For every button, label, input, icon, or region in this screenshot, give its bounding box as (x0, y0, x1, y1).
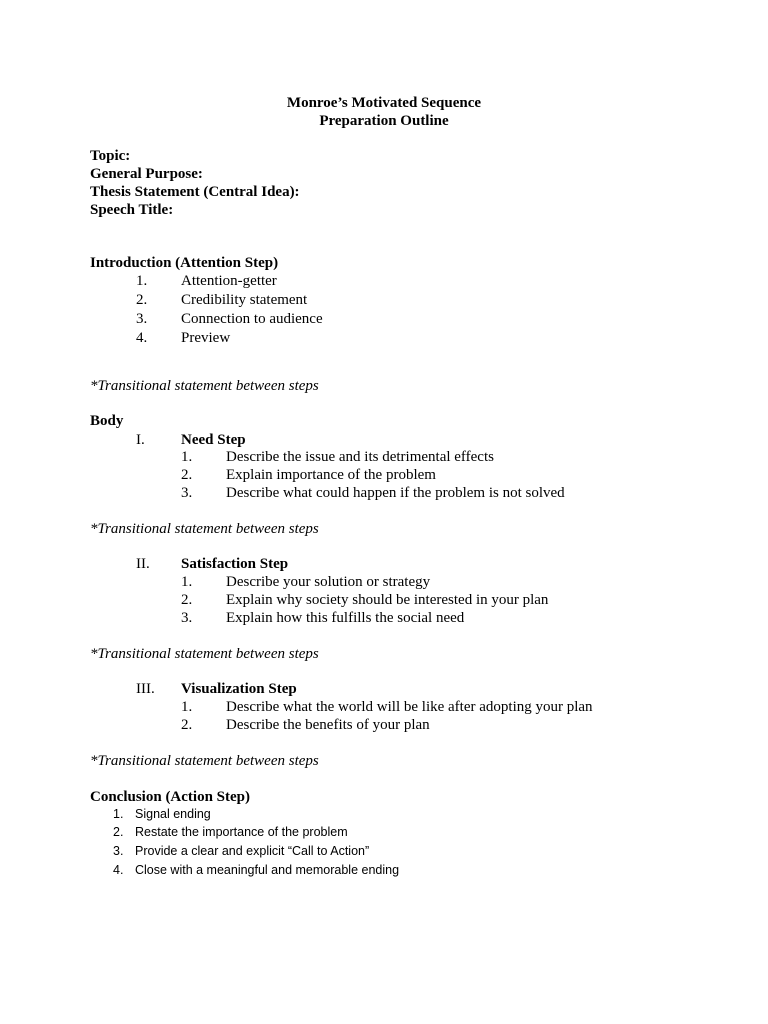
list-number: 3. (181, 610, 193, 626)
list-number: 3. (136, 311, 148, 327)
list-number: 1. (181, 574, 193, 590)
list-number: 1. (136, 273, 148, 289)
list-item: Preview (181, 330, 231, 346)
conclusion-heading: Conclusion (Action Step) (90, 789, 251, 805)
list-number: 2. (113, 825, 124, 839)
list-item: Credibility statement (181, 292, 308, 308)
transitional-statement: *Transitional statement between steps (90, 753, 319, 769)
list-number: 2. (181, 717, 193, 733)
list-number: 4. (136, 330, 148, 346)
introduction-heading: Introduction (Attention Step) (90, 255, 279, 271)
list-item: Connection to audience (181, 311, 323, 327)
list-item: Restate the importance of the problem (135, 825, 348, 839)
field-thesis: Thesis Statement (Central Idea): (90, 184, 300, 200)
list-number: 2. (181, 592, 193, 608)
roman-numeral: III. (136, 681, 155, 697)
body-heading: Body (90, 413, 124, 429)
list-item: Close with a meaningful and memorable ending (135, 863, 400, 877)
list-number: 1. (181, 699, 193, 715)
document-title: Monroe’s Motivated Sequence (286, 95, 482, 111)
field-general-purpose: General Purpose: (90, 166, 203, 182)
list-item: Explain importance of the problem (226, 467, 436, 483)
transitional-statement: *Transitional statement between steps (90, 521, 319, 537)
transitional-statement: *Transitional statement between steps (90, 646, 319, 662)
list-item: Attention-getter (181, 273, 277, 289)
transitional-statement: *Transitional statement between steps (90, 378, 319, 394)
step-title-satisfaction: Satisfaction Step (181, 556, 289, 572)
roman-numeral: II. (136, 556, 150, 572)
roman-numeral: I. (136, 432, 145, 448)
field-topic: Topic: (90, 148, 131, 164)
field-speech-title: Speech Title: (90, 202, 174, 218)
list-number: 3. (181, 485, 193, 501)
list-item: Describe what the world will be like after adopting your plan (226, 699, 593, 715)
list-number: 1. (181, 449, 193, 465)
list-item: Explain how this fulfills the social need (226, 610, 465, 626)
list-item: Signal ending (135, 807, 211, 821)
list-item: Describe the issue and its detrimental effects (226, 449, 494, 465)
list-item: Describe what could happen if the problem is not solved (226, 485, 565, 501)
list-number: 2. (181, 467, 193, 483)
step-title-need: Need Step (181, 432, 246, 448)
list-item: Describe your solution or strategy (226, 574, 431, 590)
step-title-visualization: Visualization Step (181, 681, 297, 697)
list-item: Provide a clear and explicit “Call to Action” (135, 844, 370, 858)
list-item: Explain why society should be interested in your plan (226, 592, 549, 608)
list-item: Describe the benefits of your plan (226, 717, 430, 733)
list-number: 4. (113, 863, 124, 877)
list-number: 3. (113, 844, 124, 858)
list-number: 2. (136, 292, 148, 308)
document-subtitle: Preparation Outline (319, 113, 449, 129)
list-number: 1. (113, 807, 124, 821)
